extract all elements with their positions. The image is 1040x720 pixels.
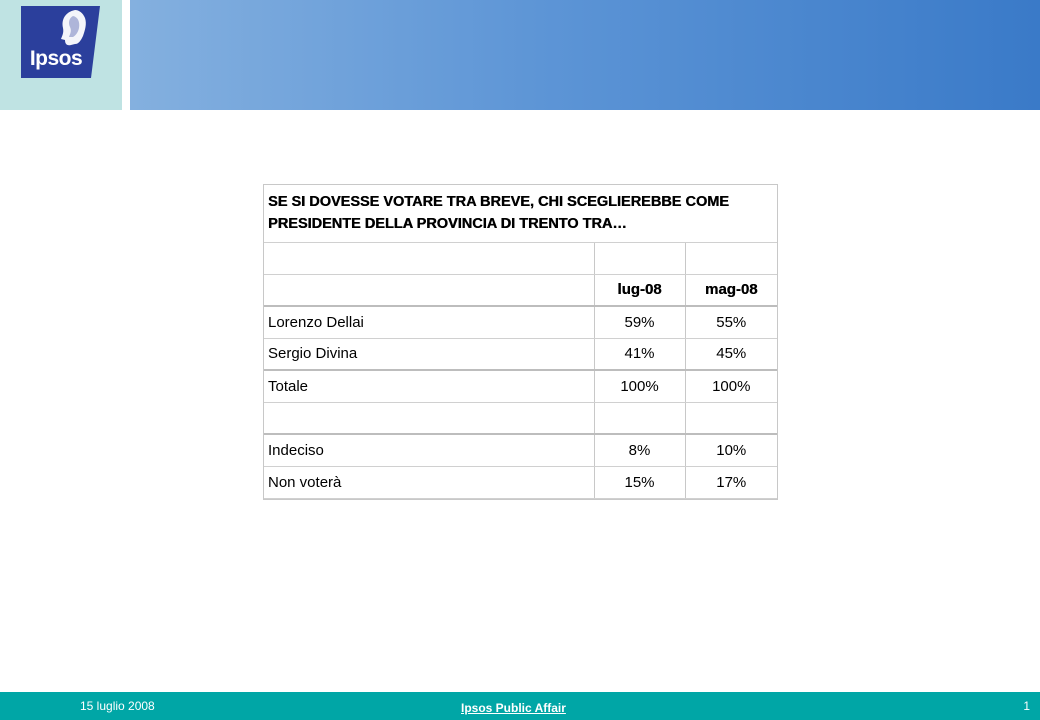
table-row [264, 306, 777, 338]
empty-cell [264, 274, 594, 306]
empty-cell [685, 402, 777, 434]
logo-panel [0, 0, 122, 110]
cell-value: 100% [594, 370, 685, 402]
cell-value: 55% [685, 306, 777, 338]
footer-date: 15 luglio 2008 [80, 699, 155, 713]
empty-cell [594, 402, 685, 434]
row-label: Indeciso [264, 434, 594, 466]
spacer-row [264, 402, 777, 434]
column-header-row [264, 274, 777, 306]
row-label: Totale [264, 370, 594, 402]
empty-cell [685, 242, 777, 274]
logo-text: Ipsos [29, 47, 83, 70]
cell-value: 8% [594, 434, 685, 466]
footer-link[interactable]: Ipsos Public Affair [461, 701, 566, 715]
header-divider [122, 0, 130, 110]
empty-cell [594, 242, 685, 274]
row-label: Non voterà [264, 466, 594, 498]
survey-table [263, 184, 778, 500]
cell-value: 59% [594, 306, 685, 338]
column-header: mag-08 [685, 274, 777, 306]
cell-value: 17% [685, 466, 777, 498]
row-label: Sergio Divina [264, 338, 594, 370]
row-label: Lorenzo Dellai [264, 306, 594, 338]
cell-value: 45% [685, 338, 777, 370]
footer [0, 692, 1040, 720]
empty-cell [264, 402, 594, 434]
table-row [264, 434, 777, 466]
table-row [264, 466, 777, 498]
cell-value: 41% [594, 338, 685, 370]
column-header: lug-08 [594, 274, 685, 306]
cell-value: 10% [685, 434, 777, 466]
table-title: SE SI DOVESSE VOTARE TRA BREVE, CHI SCEGLIEREBBE COME PRESIDENTE DELLA PROVINCIA DI TRENTO TRA… [264, 185, 777, 242]
cell-value: 15% [594, 466, 685, 498]
ipsos-logo [21, 6, 100, 78]
empty-cell [264, 242, 594, 274]
header [0, 0, 1040, 110]
table-row [264, 370, 777, 402]
cell-value: 100% [685, 370, 777, 402]
table-row [264, 338, 777, 370]
page-number: 1 [1023, 699, 1030, 713]
header-banner [130, 0, 1040, 110]
